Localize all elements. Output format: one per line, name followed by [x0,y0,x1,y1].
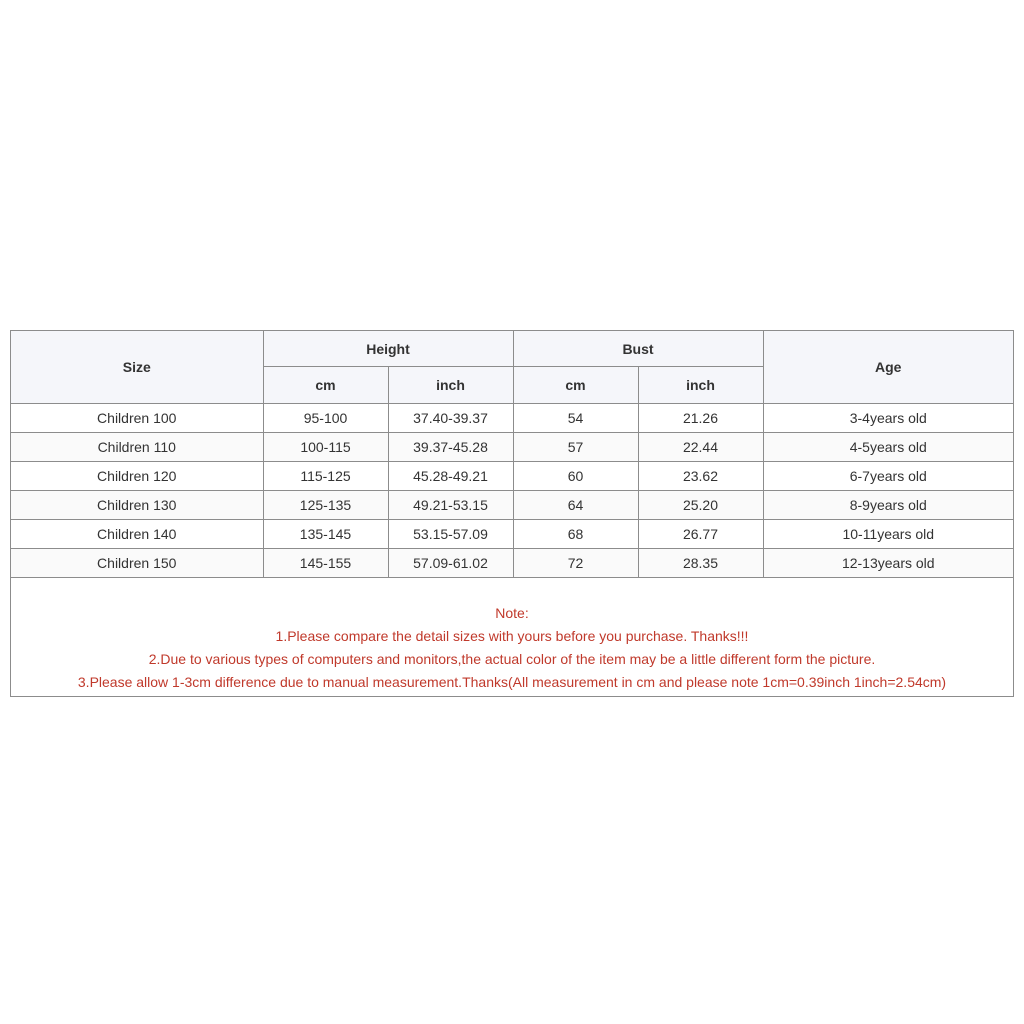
table-row [11,462,1013,491]
table-row [11,549,1013,578]
cell-age: 4-5years old [763,433,1013,462]
cell-height-cm: 145-155 [263,549,388,578]
cell-bust-cm: 57 [513,433,638,462]
cell-height-cm: 135-145 [263,520,388,549]
cell-bust-inch: 28.35 [638,549,763,578]
cell-bust-cm: 60 [513,462,638,491]
cell-height-inch: 53.15-57.09 [388,520,513,549]
cell-bust-inch: 22.44 [638,433,763,462]
cell-height-cm: 125-135 [263,491,388,520]
header-size: Size [11,331,263,404]
header-age: Age [763,331,1013,404]
notes-section [11,578,1013,696]
header-height: Height [263,331,513,367]
cell-size: Children 140 [11,520,263,549]
cell-size: Children 100 [11,404,263,433]
size-chart [10,330,1014,697]
cell-size: Children 150 [11,549,263,578]
cell-bust-cm: 54 [513,404,638,433]
cell-height-inch: 49.21-53.15 [388,491,513,520]
cell-height-inch: 45.28-49.21 [388,462,513,491]
cell-bust-cm: 68 [513,520,638,549]
cell-size: Children 120 [11,462,263,491]
notes-title: Note: [495,605,529,621]
header-bust: Bust [513,331,763,367]
cell-age: 6-7years old [763,462,1013,491]
note-line: 2.Due to various types of computers and monitors,the actual color of the item may be a little different form the picture. [148,651,876,667]
cell-size: Children 110 [11,433,263,462]
header-height-inch: inch [388,367,513,404]
table-row [11,520,1013,549]
size-table [11,331,1013,578]
cell-bust-inch: 26.77 [638,520,763,549]
cell-age: 12-13years old [763,549,1013,578]
table-row [11,433,1013,462]
table-row [11,404,1013,433]
table-row [11,491,1013,520]
cell-bust-inch: 23.62 [638,462,763,491]
cell-age: 8-9years old [763,491,1013,520]
cell-height-inch: 39.37-45.28 [388,433,513,462]
note-line: 3.Please allow 1-3cm difference due to manual measurement.Thanks(All measurement in cm and please note 1cm=0.39inch 1inch=2.54cm) [77,674,947,690]
cell-height-cm: 115-125 [263,462,388,491]
cell-bust-cm: 72 [513,549,638,578]
cell-height-cm: 100-115 [263,433,388,462]
cell-bust-inch: 21.26 [638,404,763,433]
cell-size: Children 130 [11,491,263,520]
cell-height-cm: 95-100 [263,404,388,433]
cell-age: 3-4years old [763,404,1013,433]
cell-bust-inch: 25.20 [638,491,763,520]
cell-bust-cm: 64 [513,491,638,520]
cell-height-inch: 57.09-61.02 [388,549,513,578]
header-bust-inch: inch [638,367,763,404]
cell-height-inch: 37.40-39.37 [388,404,513,433]
header-height-cm: cm [263,367,388,404]
note-line: 1.Please compare the detail sizes with yours before you purchase. Thanks!!! [275,628,749,644]
cell-age: 10-11years old [763,520,1013,549]
header-bust-cm: cm [513,367,638,404]
